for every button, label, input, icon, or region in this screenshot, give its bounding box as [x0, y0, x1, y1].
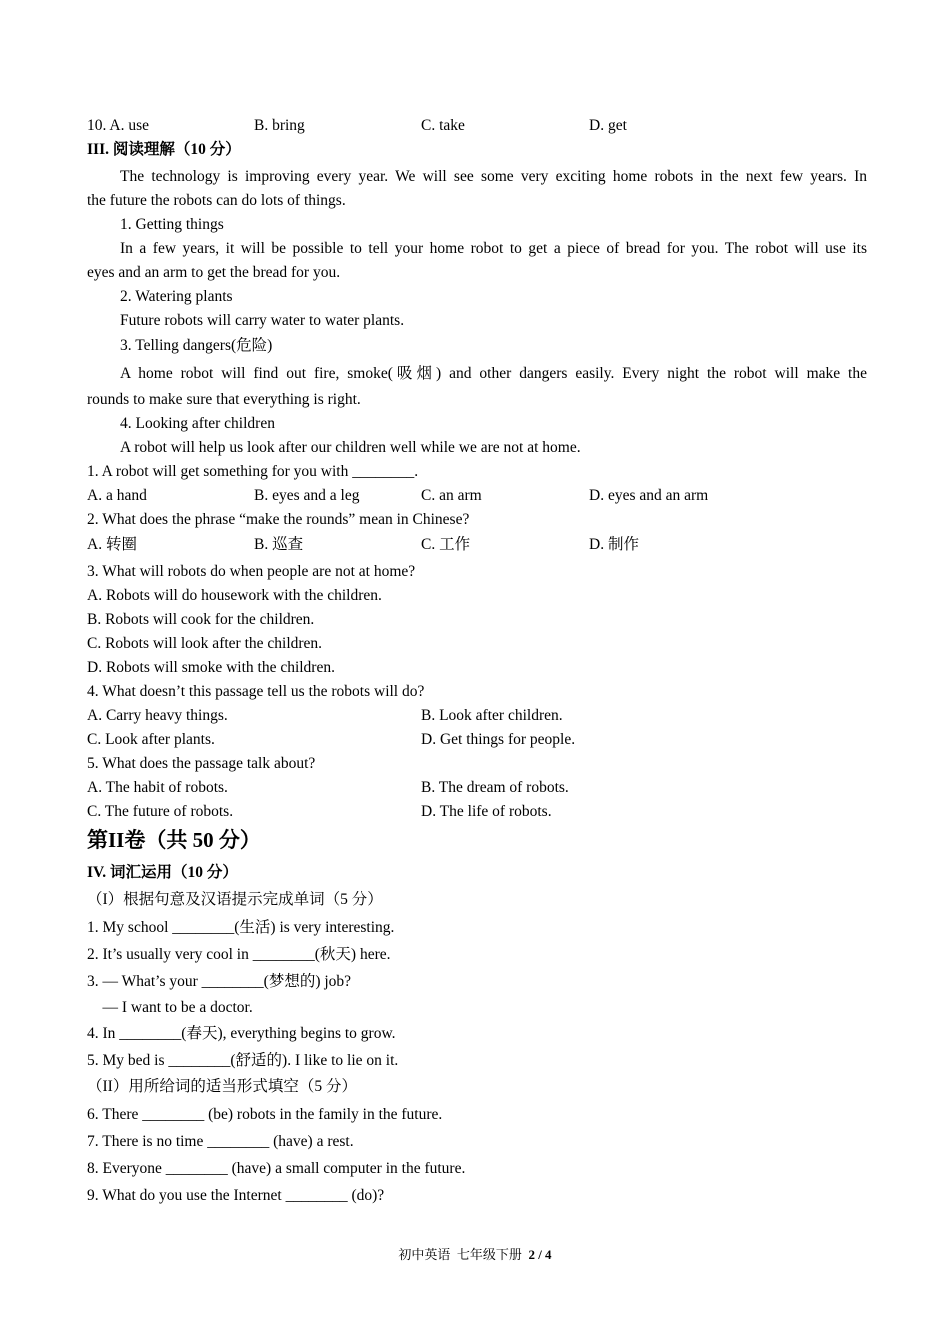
vocab-item-3-reply: — I want to be a doctor. [87, 999, 253, 1016]
q3-option-c: C. Robots will look after the children. [87, 635, 323, 652]
q10-option-c: C. take [421, 117, 465, 134]
vocab-item-5: 5. My bed is ________(舒适的). I like to lie on it. [87, 1052, 399, 1069]
vocab-item-9: 9. What do you use the Internet ________ (do)? [87, 1187, 385, 1204]
q5-option-b: B. The dream of robots. [421, 779, 569, 796]
q5-option-a: A. The habit of robots. [87, 779, 228, 796]
passage-p2-line2: eyes and an arm to get the bread for you. [87, 264, 341, 281]
vocab-item-2: 2. It’s usually very cool in ________(秋天) here. [87, 946, 391, 963]
section4-heading: IV. 词汇运用（10 分） [87, 864, 238, 881]
passage-p4-line1: A home robot will find out fire, smoke(吸烟) and other dangers easily. Every night the robot will make the [120, 365, 867, 382]
passage-p1-line2: the future the robots can do lots of things. [87, 192, 346, 209]
q4-option-b: B. Look after children. [421, 707, 563, 724]
q1-option-c: C. an arm [421, 487, 482, 504]
section4-sub1: （I）根据句意及汉语提示完成单词（5 分） [87, 891, 383, 908]
question-2: 2. What does the phrase “make the rounds” mean in Chinese? [87, 511, 470, 528]
q10-option-d: D. get [589, 117, 627, 134]
q5-option-c: C. The future of robots. [87, 803, 234, 820]
q2-option-b: B. 巡查 [254, 536, 304, 553]
q10-option-b: B. bring [254, 117, 305, 134]
passage-p2-line1: In a few years, it will be possible to tell your home robot to get a piece of bread for you. The robot will use its [120, 240, 867, 257]
passage-subheading-4: 4. Looking after children [120, 415, 275, 432]
page-footer [0, 1246, 950, 1264]
q4-option-c: C. Look after plants. [87, 731, 215, 748]
q10-option-a: 10. A. use [87, 117, 149, 134]
question-5: 5. What does the passage talk about? [87, 755, 316, 772]
page-number: 2 / 4 [528, 1247, 552, 1262]
q2-option-d: D. 制作 [589, 536, 639, 553]
q3-option-a: A. Robots will do housework with the children. [87, 587, 382, 604]
passage-p1-line1: The technology is improving every year. We will see some very exciting home robots in the next few years. In [120, 168, 867, 185]
q5-option-d: D. The life of robots. [421, 803, 552, 820]
q2-option-c: C. 工作 [421, 536, 471, 553]
question-4: 4. What doesn’t this passage tell us the robots will do? [87, 683, 425, 700]
q4-option-a: A. Carry heavy things. [87, 707, 228, 724]
vocab-item-3: 3. — What’s your ________(梦想的) job? [87, 973, 352, 990]
vocab-item-7: 7. There is no time ________ (have) a rest. [87, 1133, 354, 1150]
passage-p3: Future robots will carry water to water plants. [120, 312, 405, 329]
section4-sub2: （II）用所给词的适当形式填空（5 分） [87, 1078, 357, 1095]
q3-option-b: B. Robots will cook for the children. [87, 611, 315, 628]
part2-title: 第II卷（共 50 分） [87, 828, 261, 852]
q1-option-a: A. a hand [87, 487, 147, 504]
question-1: 1. A robot will get something for you with ________. [87, 463, 419, 480]
q1-option-b: B. eyes and a leg [254, 487, 360, 504]
passage-subheading-1: 1. Getting things [120, 216, 224, 233]
section3-heading: III. 阅读理解（10 分） [87, 141, 241, 158]
vocab-item-4: 4. In ________(春天), everything begins to grow. [87, 1025, 396, 1042]
q1-option-d: D. eyes and an arm [589, 487, 709, 504]
vocab-item-8: 8. Everyone ________ (have) a small computer in the future. [87, 1160, 466, 1177]
passage-subheading-2: 2. Watering plants [120, 288, 233, 305]
passage-p4-line2: rounds to make sure that everything is right. [87, 391, 361, 408]
passage-p5: A robot will help us look after our children well while we are not at home. [120, 439, 581, 456]
question-3: 3. What will robots do when people are not at home? [87, 563, 416, 580]
q3-option-d: D. Robots will smoke with the children. [87, 659, 335, 676]
passage-subheading-3: 3. Telling dangers(危险) [120, 337, 273, 354]
q4-option-d: D. Get things for people. [421, 731, 576, 748]
vocab-item-6: 6. There ________ (be) robots in the family in the future. [87, 1106, 443, 1123]
vocab-item-1: 1. My school ________(生活) is very interesting. [87, 919, 395, 936]
q2-option-a: A. 转圈 [87, 536, 137, 553]
footer-label: 初中英语 七年级下册 [398, 1247, 529, 1262]
